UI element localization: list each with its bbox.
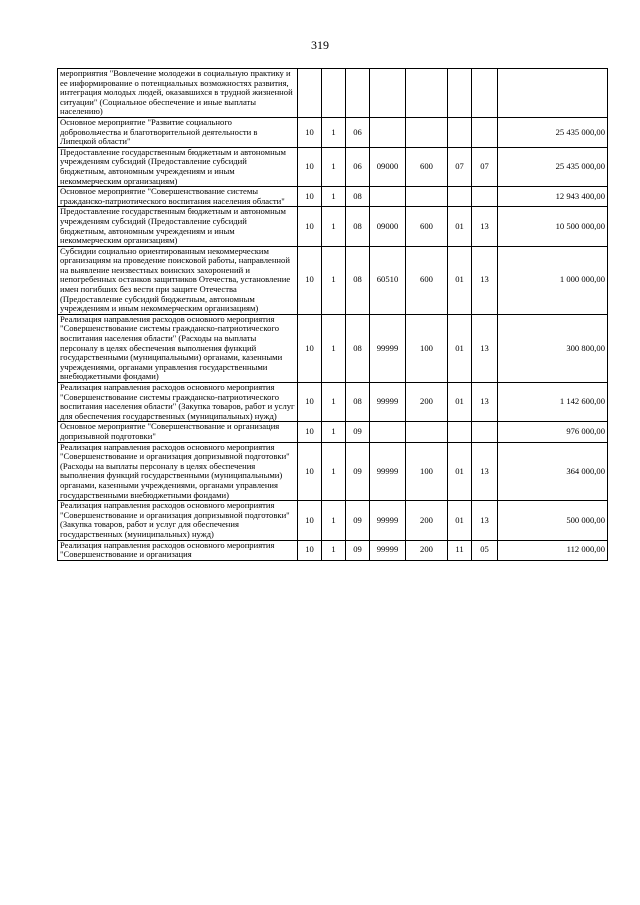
code-cell: 07 [472, 147, 498, 186]
code-cell: 1 [322, 117, 346, 147]
code-cell: 09000 [370, 147, 406, 186]
code-cell: 600 [406, 246, 448, 314]
code-cell: 1 [322, 147, 346, 186]
code-cell: 01 [448, 246, 472, 314]
description-cell: Реализация направления расходов основного мероприятия "Совершенствование системы гражданско-патриотического воспитания населения области" (Расходы на выплаты персоналу в целях обеспечения выполнения функций государственными (муниципальными) органами, казенными учреждениями, органами управления государственными внебюджетными фондами) [58, 314, 298, 382]
code-cell [472, 117, 498, 147]
description-cell: Предоставление государственным бюджетным и автономным учреждениям субсидий (Предоставление субсидий бюджетным, автономным учреждениям и иным некоммерческим организациям) [58, 147, 298, 186]
code-cell: 600 [406, 207, 448, 246]
code-cell: 99999 [370, 383, 406, 422]
amount-cell: 500 000,00 [498, 501, 608, 540]
amount-cell: 25 435 000,00 [498, 117, 608, 147]
code-cell [406, 187, 448, 207]
code-cell: 13 [472, 207, 498, 246]
code-cell [346, 69, 370, 118]
description-cell: Основное мероприятие "Развитие социального добровольчества и благотворительной деятельности в Липецкой области" [58, 117, 298, 147]
table-row [58, 117, 608, 147]
code-cell: 99999 [370, 314, 406, 382]
code-cell: 1 [322, 314, 346, 382]
code-cell: 09 [346, 540, 370, 560]
code-cell: 600 [406, 147, 448, 186]
table-row [58, 314, 608, 382]
code-cell: 07 [448, 147, 472, 186]
amount-cell: 112 000,00 [498, 540, 608, 560]
code-cell: 10 [298, 207, 322, 246]
amount-cell: 300 800,00 [498, 314, 608, 382]
code-cell: 10 [298, 246, 322, 314]
code-cell: 08 [346, 187, 370, 207]
code-cell [448, 117, 472, 147]
table-row [58, 69, 608, 118]
code-cell [370, 117, 406, 147]
code-cell: 08 [346, 383, 370, 422]
code-cell: 10 [298, 442, 322, 501]
code-cell: 13 [472, 501, 498, 540]
code-cell: 1 [322, 207, 346, 246]
description-cell: Реализация направления расходов основного мероприятия "Совершенствование и организация [58, 540, 298, 560]
code-cell: 10 [298, 187, 322, 207]
amount-cell: 364 000,00 [498, 442, 608, 501]
code-cell: 1 [322, 383, 346, 422]
code-cell: 06 [346, 117, 370, 147]
code-cell [448, 69, 472, 118]
table-row [58, 187, 608, 207]
amount-cell: 976 000,00 [498, 422, 608, 442]
amount-cell: 1 000 000,00 [498, 246, 608, 314]
code-cell: 200 [406, 501, 448, 540]
code-cell [472, 422, 498, 442]
code-cell [448, 187, 472, 207]
code-cell: 01 [448, 314, 472, 382]
code-cell: 01 [448, 383, 472, 422]
table-row [58, 207, 608, 246]
code-cell: 99999 [370, 540, 406, 560]
code-cell [406, 117, 448, 147]
budget-table [57, 68, 608, 561]
code-cell: 10 [298, 314, 322, 382]
code-cell: 200 [406, 540, 448, 560]
code-cell [370, 69, 406, 118]
code-cell: 05 [472, 540, 498, 560]
code-cell: 10 [298, 147, 322, 186]
table-row [58, 540, 608, 560]
code-cell: 01 [448, 501, 472, 540]
description-cell: Реализация направления расходов основного мероприятия "Совершенствование системы гражданско-патриотического воспитания населения области" (Закупка товаров, работ и услуг для обеспечения государственных (муниципальных) нужд) [58, 383, 298, 422]
code-cell: 13 [472, 383, 498, 422]
code-cell: 60510 [370, 246, 406, 314]
description-cell: Основное мероприятие "Совершенствование и организация допризывной подготовки" [58, 422, 298, 442]
table-row [58, 501, 608, 540]
code-cell: 09 [346, 501, 370, 540]
code-cell: 10 [298, 422, 322, 442]
code-cell: 01 [448, 442, 472, 501]
code-cell: 1 [322, 501, 346, 540]
table-row [58, 147, 608, 186]
code-cell: 06 [346, 147, 370, 186]
code-cell [448, 422, 472, 442]
table-row [58, 422, 608, 442]
description-cell: Субсидии социально ориентированным некоммерческим организациям на проведение поисковой работы, направленной на выявление неизвестных воинских захоронений и непогребенных останков защитников Отечества, установление имен погибших без вести при защите Отечества (Предоставление субсидий бюджетным, автономным учреждениям и иным некоммерческим организациям) [58, 246, 298, 314]
description-cell: Предоставление государственным бюджетным и автономным учреждениям субсидий (Предоставление субсидий бюджетным, автономным учреждениям и иным некоммерческим организациям) [58, 207, 298, 246]
code-cell [322, 69, 346, 118]
code-cell: 10 [298, 117, 322, 147]
code-cell: 100 [406, 314, 448, 382]
amount-cell: 12 943 400,00 [498, 187, 608, 207]
code-cell: 08 [346, 207, 370, 246]
code-cell: 1 [322, 187, 346, 207]
code-cell: 1 [322, 442, 346, 501]
code-cell: 1 [322, 540, 346, 560]
table-row [58, 442, 608, 501]
description-cell: Основное мероприятие "Совершенствование системы гражданско-патриотического воспитания населения области" [58, 187, 298, 207]
code-cell: 99999 [370, 501, 406, 540]
code-cell: 100 [406, 442, 448, 501]
code-cell: 10 [298, 383, 322, 422]
code-cell: 10 [298, 540, 322, 560]
page-number: 319 [311, 38, 329, 52]
code-cell: 09 [346, 442, 370, 501]
code-cell: 08 [346, 246, 370, 314]
code-cell: 99999 [370, 442, 406, 501]
code-cell: 13 [472, 314, 498, 382]
code-cell [472, 187, 498, 207]
code-cell: 09000 [370, 207, 406, 246]
code-cell [406, 422, 448, 442]
amount-cell: 25 435 000,00 [498, 147, 608, 186]
amount-cell: 10 500 000,00 [498, 207, 608, 246]
code-cell: 1 [322, 246, 346, 314]
code-cell: 1 [322, 422, 346, 442]
description-cell: Реализация направления расходов основного мероприятия "Совершенствование и организация допризывной подготовки" (Расходы на выплаты персоналу в целях обеспечения выполнения функций государственными (муниципальными) органами, казенными учреждениями, органами управления государственными внебюджетными фондами) [58, 442, 298, 501]
code-cell [370, 422, 406, 442]
code-cell: 13 [472, 442, 498, 501]
amount-cell: 1 142 600,00 [498, 383, 608, 422]
description-cell: мероприятия "Вовлечение молодежи в социальную практику и ее информирование о потенциальных возможностях развития, интеграция молодых людей, оказавшихся в трудной жизненной ситуации" (Социальное обеспечение и иные выплаты населению) [58, 69, 298, 118]
code-cell: 08 [346, 314, 370, 382]
code-cell [406, 69, 448, 118]
code-cell: 09 [346, 422, 370, 442]
amount-cell [498, 69, 608, 118]
description-cell: Реализация направления расходов основного мероприятия "Совершенствование и организация допризывной подготовки" (Закупка товаров, работ и услуг для обеспечения государственных (муниципальных) нужд) [58, 501, 298, 540]
code-cell [298, 69, 322, 118]
code-cell [370, 187, 406, 207]
code-cell: 11 [448, 540, 472, 560]
table-row [58, 383, 608, 422]
code-cell [472, 69, 498, 118]
code-cell: 200 [406, 383, 448, 422]
table-row [58, 246, 608, 314]
code-cell: 13 [472, 246, 498, 314]
code-cell: 10 [298, 501, 322, 540]
code-cell: 01 [448, 207, 472, 246]
